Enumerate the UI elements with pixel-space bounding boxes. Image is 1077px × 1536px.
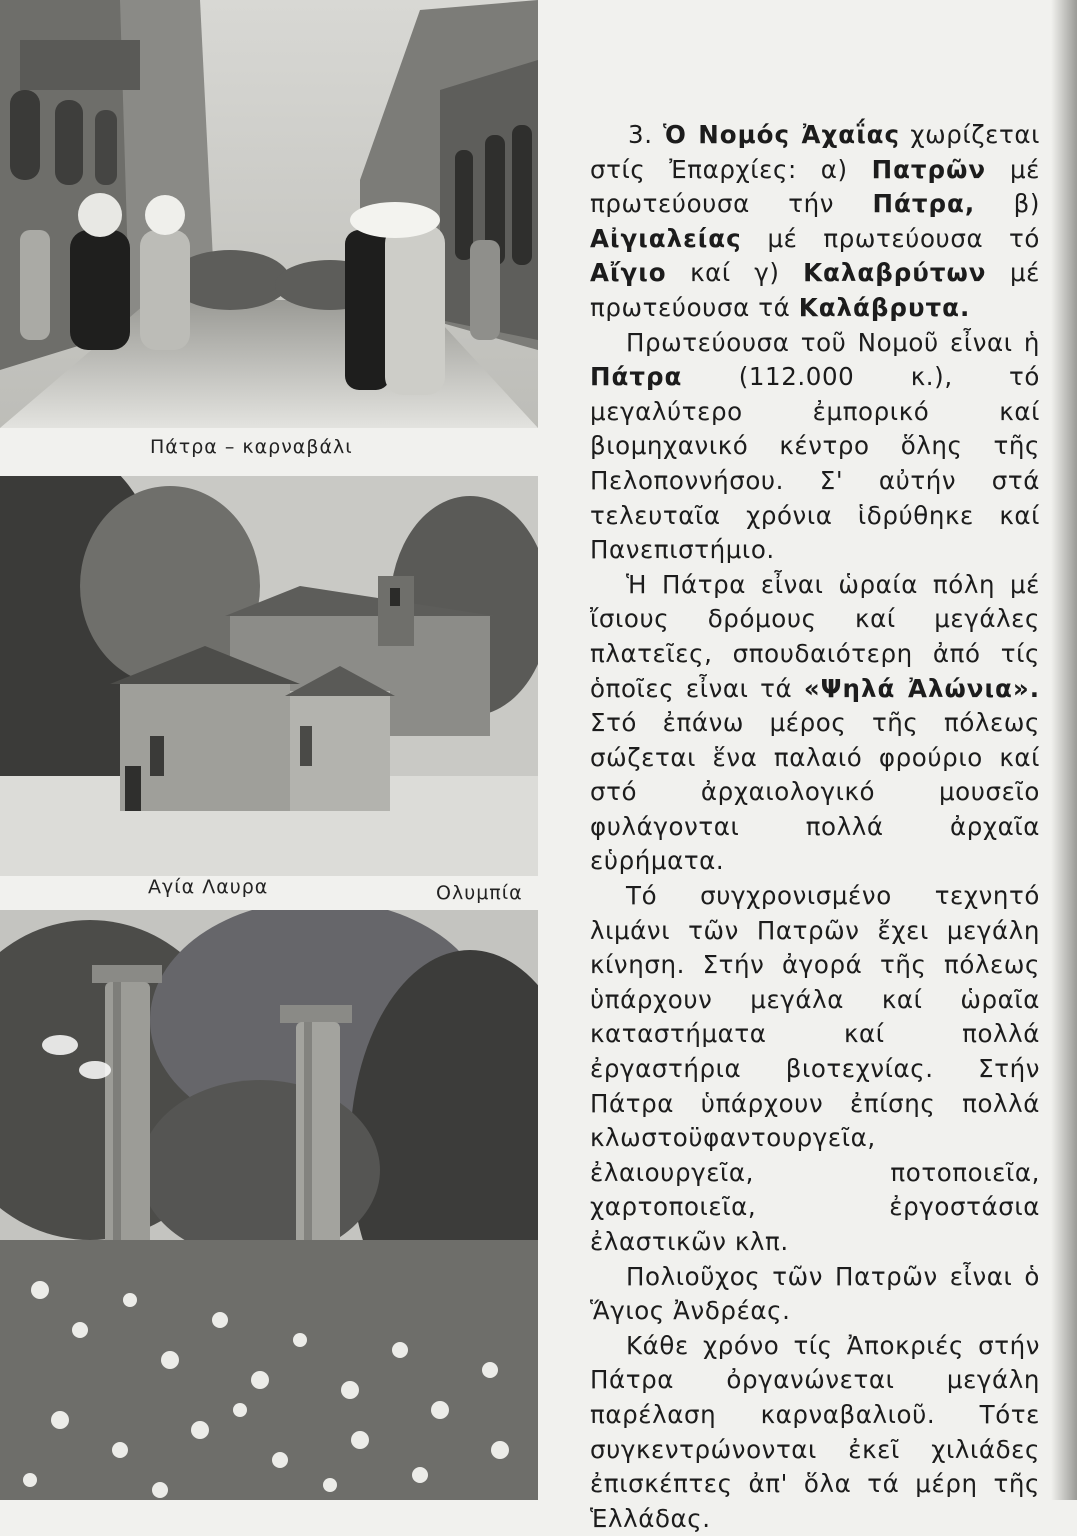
bold-term: Αἴγιο bbox=[590, 258, 667, 288]
text-run: χωρίζεται στίς Ἐπαρχίες: α) bbox=[590, 120, 1041, 184]
text-run: καί γ) bbox=[666, 258, 804, 288]
text-run: Πρωτεύουσα τοῦ Νομοῦ εἶναι ἡ bbox=[626, 327, 1040, 357]
text-run: (112.000 κ.), τό μεγαλύτερο ἐμπορικό καί βιομηχανικό κέντρο ὅλης τῆς Πελοποννήσου. Σ' αὐτήν στά τελευταῖα χρόνια ἱδρύθηκε καί Πανεπιστήμιο. bbox=[590, 362, 1040, 565]
bold-term: Πάτρα, bbox=[872, 189, 976, 219]
caption-agia-lavra: Αγία Λαυρα bbox=[148, 876, 269, 898]
bold-term: Πατρῶν bbox=[871, 154, 987, 184]
olympia-photo bbox=[0, 910, 538, 1500]
agia-lavra-photo bbox=[0, 476, 538, 876]
bold-term: Καλαβρύτων bbox=[803, 258, 987, 288]
bold-term: Αἰγιαλείας bbox=[590, 223, 742, 253]
paragraph-6: Κάθε χρόνο τίς Ἀποκριές στήν Πάτρα ὀργανώνεται μεγάλη παρέλαση καρναβαλιοῦ. Τότε συγκεντρώνονται ἐκεῖ χιλιάδες ἐπισκέπτες ἀπ' ὅλα τά μέρη τῆς Ἑλλάδας. bbox=[590, 1330, 1040, 1533]
text-run: Ἡ Πάτρα εἶναι ὡραία πόλη μέ ἴσιους δρόμους καί μεγάλες πλατεῖες, σπουδαιότερη ἀπό τίς ὁποῖες εἶναι τά bbox=[590, 569, 1040, 703]
bold-term: Πάτρα bbox=[590, 362, 683, 392]
text-run: μέ πρωτεύουσα τό bbox=[741, 223, 1040, 253]
bold-term: «Ψηλά Ἀλώνια». bbox=[803, 673, 1040, 703]
section-number: 3. bbox=[628, 120, 653, 149]
caption-olympia: Ολυμπία bbox=[436, 882, 523, 904]
paragraph-4: Τό συγχρονισμένο τεχνητό λιμάνι τῶν Πατρῶν ἔχει μεγάλη κίνηση. Στήν ἀγορά τῆς πόλεως ὑπάρχουν μεγάλα καί ὡραῖα καταστήματα καί πολλά ἐργαστήρια βιοτεχνίας. Στήν Πάτρα ὑπάρχουν ἐπίσης πολλά κλωστοϋφαντουργεῖα, ἐλαιουργεῖα, ποτοποιεῖα, χαρτοποιεῖα, ἐργοστάσια ἐλαστικῶν κλπ. bbox=[590, 881, 1040, 1256]
paragraph-1 bbox=[590, 118, 1040, 326]
paragraph-5: Πολιοῦχος τῶν Πατρῶν εἶναι ὁ Ἅγιος Ἀνδρέας. bbox=[590, 1261, 1040, 1326]
paragraph-2 bbox=[590, 326, 1040, 568]
bold-term: Καλάβρυτα. bbox=[798, 292, 971, 322]
bold-term: Ὁ Νομός Ἀχαΐας bbox=[662, 120, 900, 149]
carnival-photo bbox=[0, 0, 538, 428]
text-run: μέ πρωτεύουσα τά bbox=[590, 258, 1040, 322]
text-run: Στό ἐπάνω μέρος τῆς πόλεως σώζεται ἕνα παλαιό φρούριο καί στό ἀρχαιολογικό μουσεῖο φυλάγονται πολλά ἀρχαῖα εὑρήματα. bbox=[590, 708, 1040, 876]
text-run: μέ πρωτεύουσα τήν bbox=[590, 154, 1040, 219]
article-text bbox=[590, 118, 1040, 1536]
text-run: β) bbox=[975, 189, 1040, 219]
paragraph-3 bbox=[590, 568, 1040, 879]
page-edge-shadow bbox=[1051, 0, 1077, 1500]
caption-carnival: Πάτρα – καρναβάλι bbox=[150, 436, 353, 458]
